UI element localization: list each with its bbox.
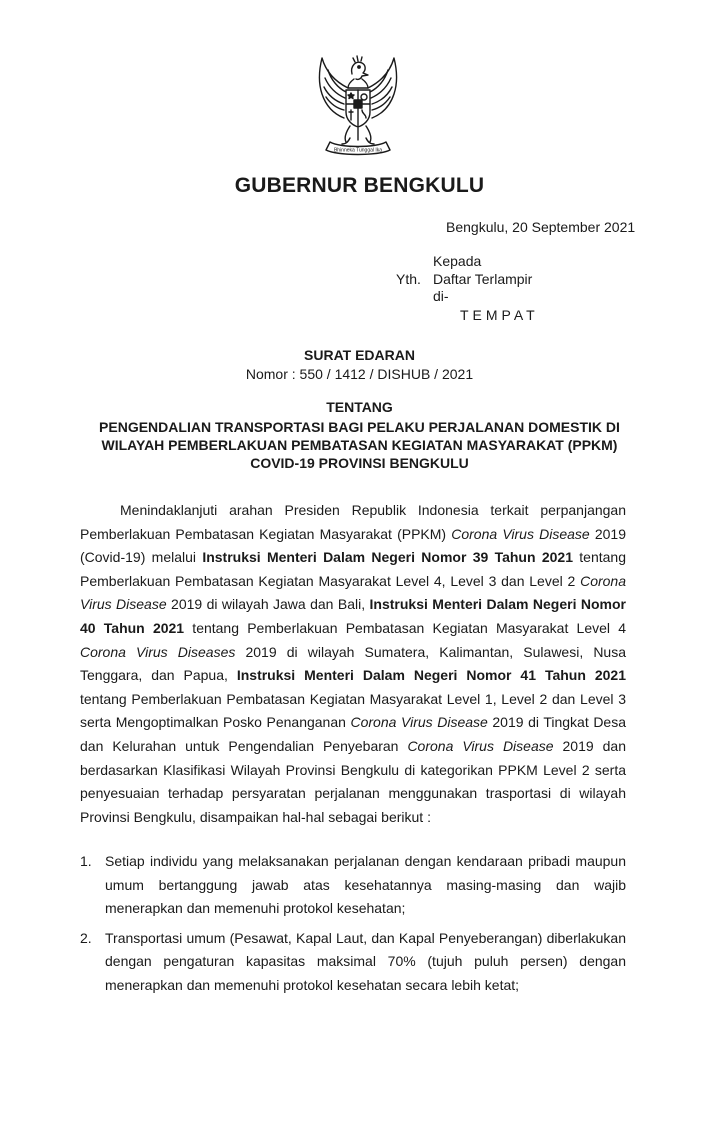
subject-line: COVID-19 PROVINSI BENGKULU — [250, 455, 469, 471]
body-text-run: 2019 dan berdasarkan Klasifikasi Wilayah Provinsi Bengkulu di kategorikan PPKM Level 2 serta penyesuaian terhadap persyaratan perjalanan menggunakan trasportasi di wilayah Provinsi Bengkulu, disampaikan hal-hal sebagai berikut : — [80, 737, 626, 825]
list-item — [80, 850, 626, 921]
item-list — [80, 850, 626, 1004]
circular-tentang: TENTANG — [326, 399, 393, 415]
item-text: Transportasi umum (Pesawat, Kapal Laut, dan Kapal Penyeberangan) diberlakukan dengan pengaturan kapasitas maksimal 70% (tujuh puluh persen) dengan menerapkan dan memenuhi protokol kesehatan secara lebih ketat; — [105, 929, 626, 993]
date-line: Bengkulu, 20 September 2021 — [446, 219, 636, 235]
body-bold-run: Instruksi Menteri Dalam Negeri Nomor 39 Tahun 2021 — [202, 549, 573, 566]
recipient-di: di- — [433, 288, 449, 304]
body-text-run: 2019 (Covid-19) melalui — [80, 525, 626, 566]
recipient-yth: Yth. — [396, 270, 421, 287]
list-item — [80, 927, 626, 998]
body-text-run: Menindaklanjuti arahan Presiden Republik Indonesia terkait perpanjangan Pemberlakuan Pembatasan Kegiatan Masyarakat (PPKM) — [80, 502, 626, 542]
body-text-run: tentang Pemberlakuan Pembatasan Kegiatan Masyarakat Level 1, Level 2 dan Level 3 serta Mengoptimalkan Posko Penanganan — [80, 690, 626, 731]
body-italic-run: Corona Virus Disease — [451, 525, 590, 542]
subject-line: WILAYAH PEMBERLAKUAN PEMBATASAN KEGIATAN MASYARAKAT (PPKM) — [101, 437, 618, 453]
circular-number: Nomor : 550 / 1412 / DISHUB / 2021 — [245, 366, 474, 382]
body-italic-run: Corona Virus Disease — [350, 714, 488, 731]
emblem-motto: Bhinneka Tunggal Ika — [333, 147, 383, 154]
recipient-name: Daftar Terlampir — [433, 270, 533, 287]
body-text-run: 2019 di wilayah Sumatera, Kalimantan, Sulawesi, Nusa Tenggara, dan Papua, — [80, 643, 627, 684]
body-text-run: 2019 di Tingkat Desa dan Kelurahan untuk Pengendalian Penyebaran — [80, 714, 627, 754]
body-text-run: tentang Pemberlakuan Pembatasan Kegiatan Masyarakat Level 4 — [184, 619, 627, 636]
body-text-run: 2019 di wilayah Jawa dan Bali, — [166, 596, 370, 613]
recipient-kepada: Kepada — [433, 253, 482, 269]
recipient-tempat: TEMPAT — [460, 306, 539, 323]
garuda-emblem-icon — [300, 52, 416, 164]
page-title: GUBERNUR BENGKULU — [234, 174, 485, 197]
body-text-run: tentang Pemberlakuan Pembatasan Kegiatan Masyarakat Level 4, Level 3 dan Level 2 — [80, 549, 626, 589]
body-italic-run: Corona Virus Disease — [407, 737, 554, 754]
body-bold-run: Instruksi Menteri Dalam Negeri Nomor 41 Tahun 2021 — [236, 667, 626, 684]
body-italic-run: Corona Virus Disease — [80, 572, 626, 613]
item-number: 1. — [80, 853, 92, 869]
item-number: 2. — [80, 929, 92, 946]
item-text: Setiap individu yang melaksanakan perjalanan dengan kendaraan pribadi maupun umum bertanggung jawab atas kesehatannya masing-masing dan wajib menerapkan dan memenuhi protokol kesehatan; — [105, 853, 626, 917]
recipient-block — [396, 253, 539, 324]
body-italic-run: Corona Virus Diseases — [80, 643, 236, 660]
circular-title: SURAT EDARAN — [304, 347, 415, 363]
body-bold-run: Instruksi Menteri Dalam Negeri Nomor 40 Tahun 2021 — [80, 596, 626, 636]
body-paragraph — [80, 499, 626, 829]
circular-subject — [0, 418, 719, 472]
subject-line: PENGENDALIAN TRANSPORTASI BAGI PELAKU PERJALANAN DOMESTIK DI — [99, 419, 620, 435]
